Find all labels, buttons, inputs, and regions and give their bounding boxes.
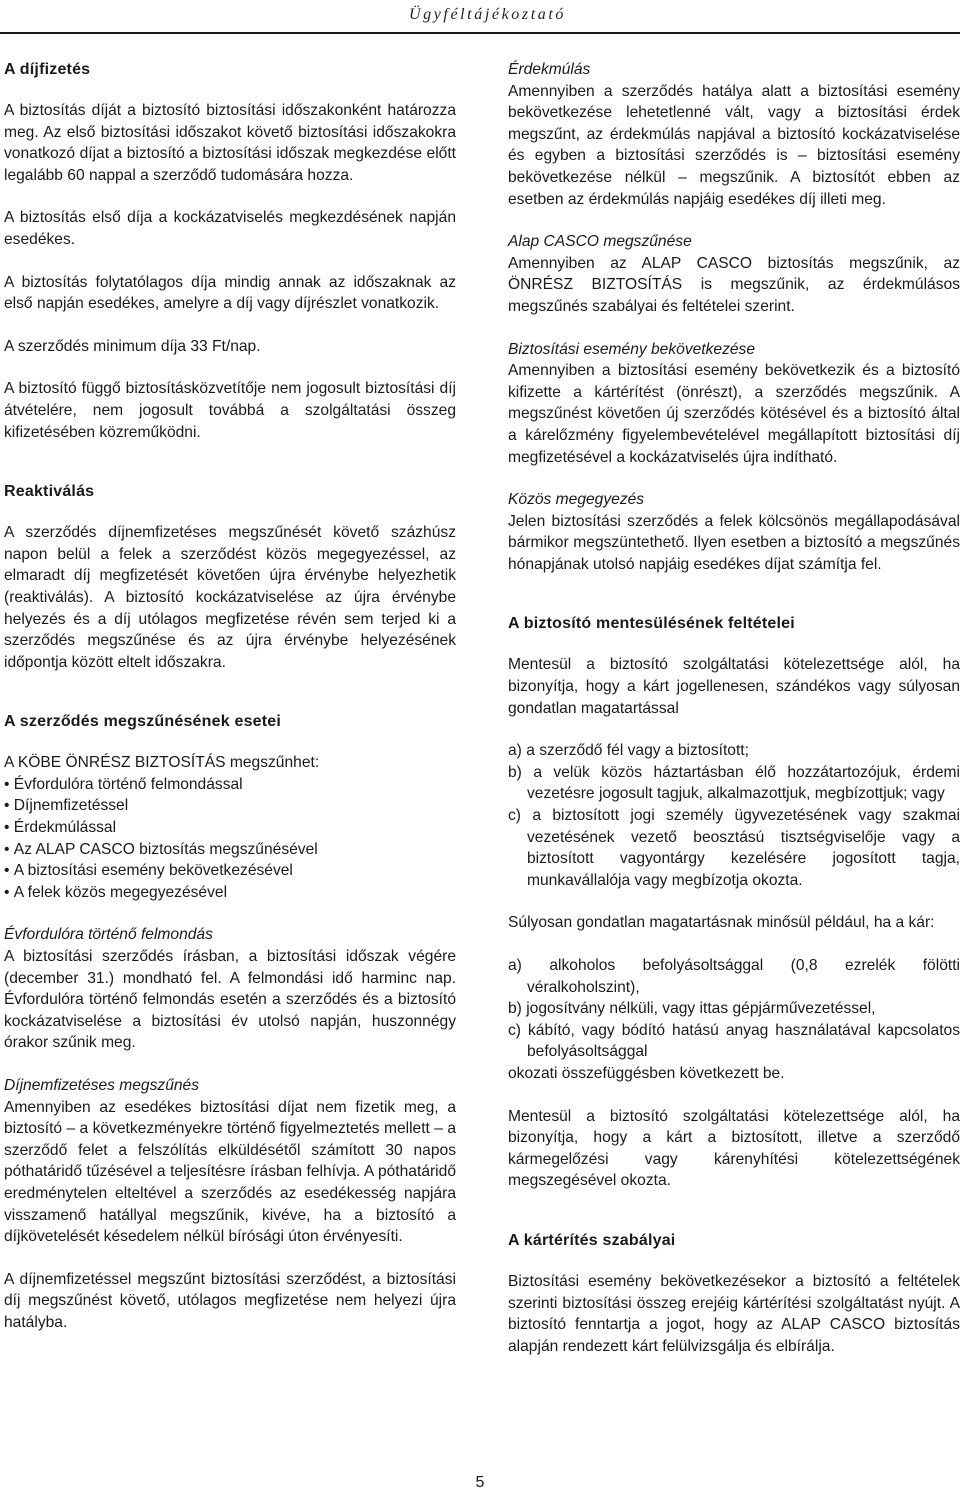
paragraph: Amennyiben az ALAP CASCO biztosítás megszűnik, az ÖNRÉSZ BIZTOSÍTÁS is megszűnik, az érdekmúlásos megszűnés szabályai és feltételei szerint. — [508, 254, 960, 315]
paragraph: A díjnemfizetéssel megszűnt biztosítási szerződést, a biztosítási díj megszűnést követő, utólagos megfizetése nem helyezi újra hatályba. — [4, 1270, 456, 1331]
subheading: Biztosítási esemény bekövetkezése — [508, 340, 756, 358]
list-item: • Díjnemfizetéssel — [4, 795, 456, 817]
subheading: Alap CASCO megszűnése — [508, 233, 692, 251]
paragraph: Amennyiben a biztosítási esemény bekövetkezik és a biztosító kifizette a kártérítést (önrészt), a szerződés megszűnik. A megszűnést követően új szerződés kötésével és a biztosító által a kárelőzmény figyelembevételével megállapított biztosítási díj megfizetésével a kockázatviselés újra indítható. — [508, 362, 960, 466]
list-item: a) a szerződő fél vagy a biztosított; — [508, 742, 749, 760]
page-number: 5 — [475, 1474, 485, 1491]
list-item: • Érdekmúlással — [4, 817, 456, 839]
paragraph: A biztosító függő biztosításközvetítője nem jogosult biztosítási díj átvételére, nem jogosult továbbá a szolgáltatási összeg kifizetésében közreműködni. — [4, 380, 456, 441]
paragraph: A biztosítás folytatólagos díja mindig annak az időszaknak az első napján esedékes, amelyre a díj vagy díjrészlet vonatkozik. — [4, 273, 456, 313]
list-item: b) jogosítvány nélküli, vagy ittas gépjárművezetéssel, — [508, 1000, 876, 1018]
paragraph: Amennyiben a szerződés hatálya alatt a biztosítási esemény bekövetkezése lehetetlenné vált, vagy a biztosítási érdek megszűnt, az érdekmúlás napjával a biztosító kockázatviselése és egyben a biztosítási szerződés is – biztosítási esemény bekövetkezése nélkül – megszűnik. A biztosítót ebben az esetben az érdekmúlás napjáig esedékes díj illeti meg. — [508, 82, 960, 208]
bullet-list — [4, 774, 456, 904]
paragraph: Amennyiben az esedékes biztosítási díjat nem fizetik meg, a biztosító – a következményekre történő figyelmeztetés mellett – a szerződő felet a felszólítás elküldésétől számított 30 napos póthatáridő tűzésével a teljesítésre írásban felhívja. A póthatáridő eredménytelen elteltével a szerződés az esedékesség napjára visszamenő hatállyal megszűnik, kivéve, ha a biztosító a díjkövetelését késedelem nélkül bírósági úton érvényesíti. — [4, 1098, 456, 1246]
left-column — [4, 59, 456, 1334]
paragraph: A szerződés díjnemfizetéses megszűnését követő százhúsz napon belül a felek a szerződést közös megegyezéssel, az elmaradt díj megfizetését követően újra érvénybe helyezhetik (reaktiválás). A biztosító kockázatviselése az újra érvénybe helyezés és a díj utólagos megfizetése révén sem terjed ki a szerződés megszűnése és az újra érvénybe helyezésének időpontja között eltelt időszakra. — [4, 524, 456, 671]
heading-megszunes: A szerződés megszűnésének esetei — [4, 713, 282, 731]
paragraph: A biztosítás díját a biztosító biztosítási időszakonként határozza meg. Az első biztosítási időszakot követő biztosítási időszakokra vonatkozó díjat a biztosító a biztosítási időszak megkezdése előtt legalább 60 nappal a szerződő tudomására hozza. — [4, 102, 456, 184]
list-item: • Évfordulóra történő felmondással — [4, 774, 456, 796]
paragraph: okozati összefüggésben következett be. — [508, 1064, 785, 1082]
list-item: c) a biztosított jogi személy ügyvezetésének vagy szakmai vezetésének vezető beosztású tisztségviselője vagy a biztosított vagyontárgy kezelésére jogosított tagja, munkavállalója vagy megbízotja okozta. — [508, 807, 960, 889]
list-item: b) a velük közös háztartásban élő hozzátartozójuk, érdemi vezetésre jogosult tagjuk, alkalmazottjuk, megbízottjuk; vagy — [508, 763, 960, 803]
subheading: Díjnemfizetéses megszűnés — [4, 1077, 200, 1094]
paragraph: A KÖBE ÖNRÉSZ BIZTOSÍTÁS megszűnhet: — [4, 754, 320, 772]
paragraph: Mentesül a biztosító szolgáltatási kötelezettsége alól, ha bizonyítja, hogy a kárt jogellenesen, szándékos vagy súlyosan gondatlan magatartással — [508, 656, 960, 717]
list-item: a) alkoholos befolyásoltsággal (0,8 ezrelék fölötti véralkoholszint), — [508, 957, 960, 996]
heading-dijfizetes: A díjfizetés — [4, 61, 91, 78]
paragraph: Súlyosan gondatlan magatartásnak minősül például, ha a kár: — [508, 914, 935, 932]
header-rule — [0, 32, 960, 34]
paragraph: A biztosítási szerződés írásban, a biztosítási időszak végére (december 31.) mondható fel. A felmondási idő harminc nap. Évfordulóra történő felmondás esetén a szerződés és a biztosító kockázatviselése a biztosítási év utolsó napján, huszonnégy órakor szűnik meg. — [4, 948, 456, 1052]
paragraph: A szerződés minimum díja 33 Ft/nap. — [4, 337, 261, 355]
paragraph: Mentesül a biztosító szolgáltatási kötelezettsége alól, ha bizonyítja, hogy a kárt a biztosított, illetve a szerződő kármegelőzési vagy kárenyhítési kötelezettségének megszegésével okozta. — [508, 1107, 960, 1190]
paragraph: Jelen biztosítási szerződés a felek kölcsönös megállapodásával bármikor megszüntethető. Ilyen esetben a biztosító a megszűnés hónapjának utolsó napjáig esedékes díjat számítja fel. — [508, 512, 960, 573]
paragraph: Biztosítási esemény bekövetkezésekor a biztosító a feltételek szerinti biztosítási összeg erejéig kártérítési szolgáltatást nyújt. A biztosító fenntartja a jogot, hogy az ALAP CASCO biztosítás alapján rendezett kárt felülvizsgálja és elbírálja. — [508, 1272, 960, 1355]
list-item: • Az ALAP CASCO biztosítás megszűnésével — [4, 839, 456, 861]
subheading: Érdekmúlás — [508, 61, 591, 78]
running-header: Ügyféltájékoztató — [408, 6, 566, 23]
alpha-list — [508, 955, 960, 1063]
alpha-list — [508, 740, 960, 891]
list-item: • A biztosítási esemény bekövetkezésével — [4, 860, 456, 882]
heading-reaktivalas: Reaktiválás — [4, 483, 95, 501]
list-item: • A felek közös megegyezésével — [4, 882, 456, 904]
subheading: Évfordulóra történő felmondás — [4, 926, 213, 944]
subheading: Közös megegyezés — [508, 491, 645, 509]
heading-karterites: A kártérítés szabályai — [508, 1231, 676, 1249]
heading-mentesules: A biztosító mentesülésének feltételei — [508, 615, 795, 633]
paragraph: A biztosítás első díja a kockázatviselés megkezdésének napján esedékes. — [4, 209, 456, 248]
right-column — [508, 59, 960, 1357]
list-item: c) kábító, vagy bódító hatású anyag használatával kapcsolatos befolyásoltsággal — [508, 1021, 960, 1061]
